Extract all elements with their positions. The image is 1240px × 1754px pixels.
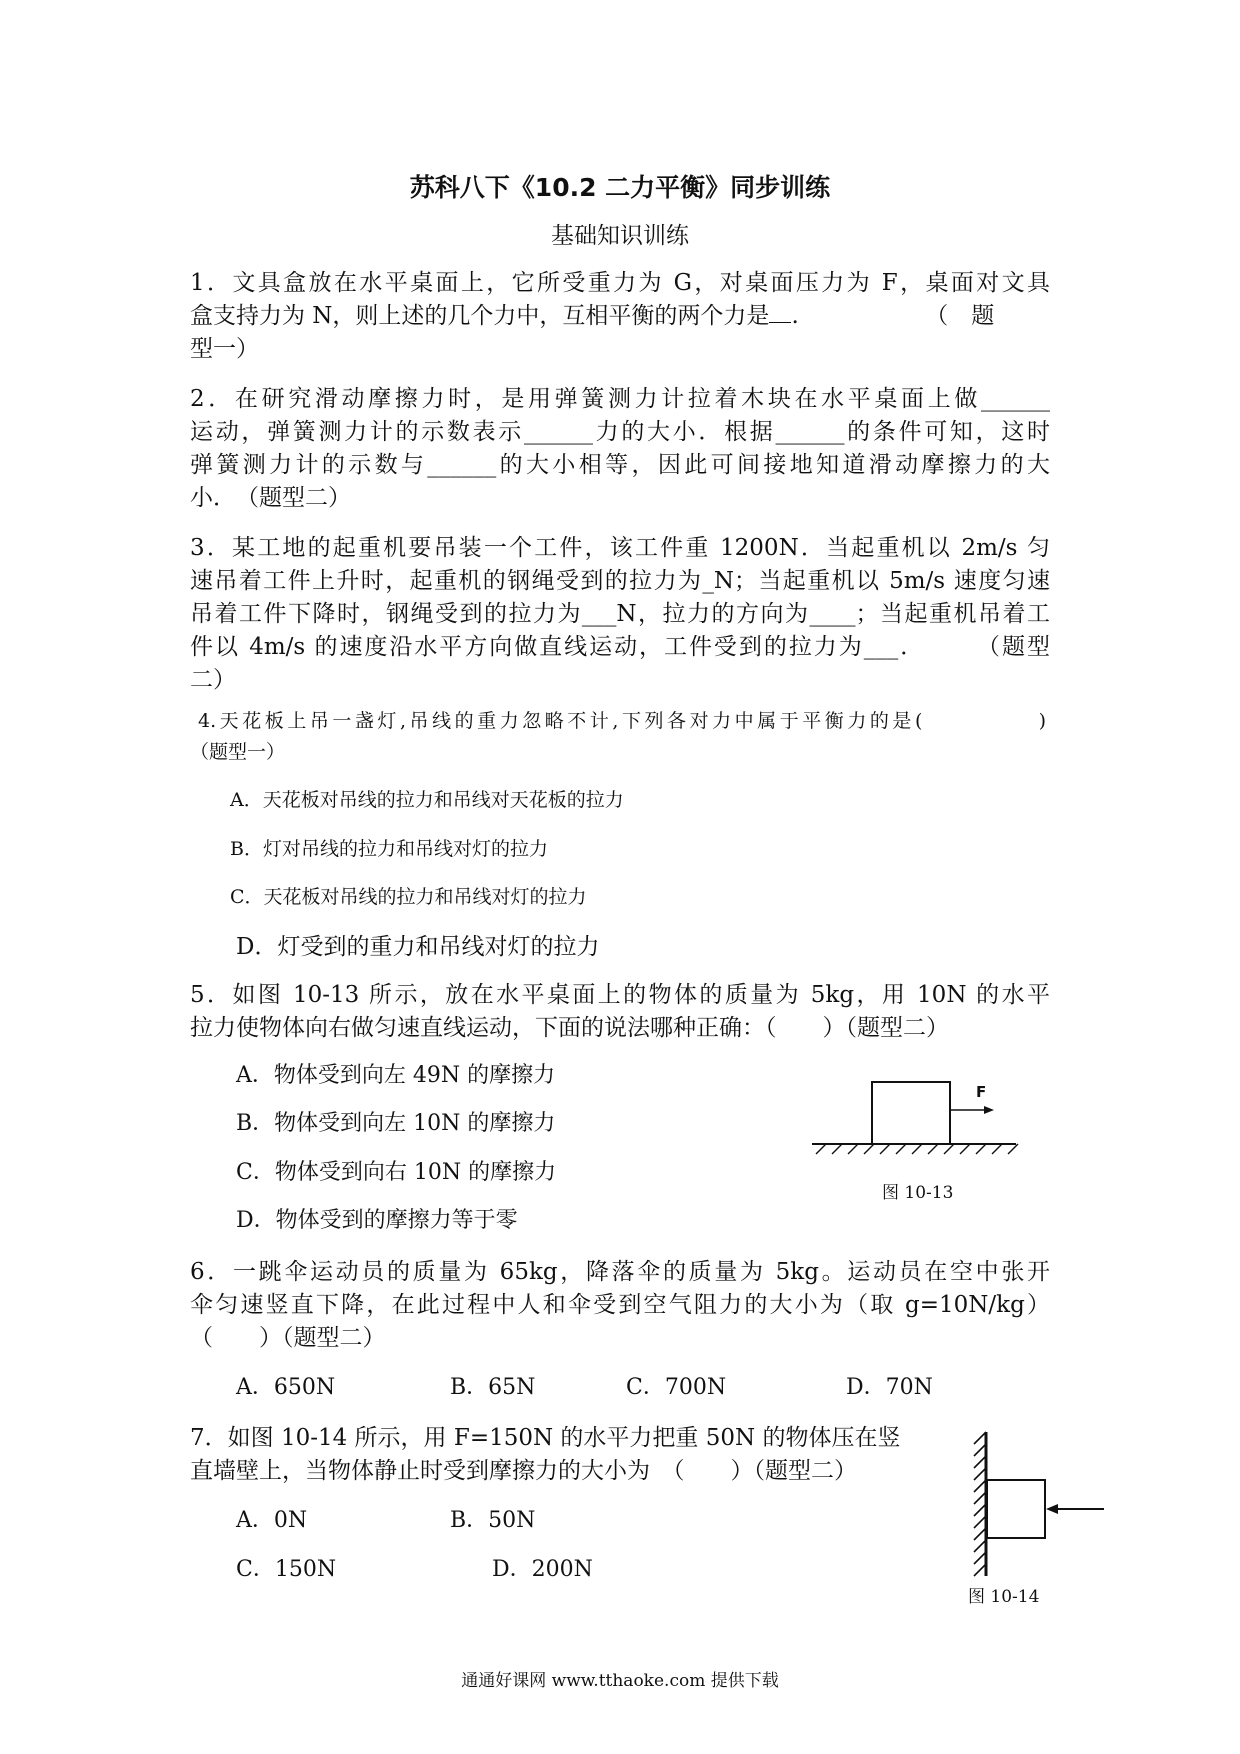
q5-option-a: A．物体受到向左 49N 的摩擦力 (236, 1063, 556, 1088)
q4-line-1: 4.天花板上吊一盏灯,吊线的重力忽略不计,下列各对力中属于平衡力的是( ) (198, 710, 1046, 732)
q2-line-4: 小． （题型二） (190, 485, 351, 511)
q6-option-c: C．700N (626, 1375, 727, 1400)
q1-line-1: 1．文具盒放在水平桌面上，它所受重力为 G，对桌面压力为 F，桌面对文具 (190, 270, 1050, 296)
q6-line-3: （ ）（题型二） (190, 1325, 386, 1351)
q6-option-d: D．70N (846, 1375, 933, 1400)
q5-option-c: C．物体受到向右 10N 的摩擦力 (236, 1160, 557, 1185)
q7-line-2: 直墙壁上，当物体静止时受到摩擦力的大小为 （ ）（题型二） (190, 1458, 857, 1484)
figure-10-13 (810, 1080, 1030, 1160)
q1-line-2-text: 盒支持力为 N，则上述的几个力中，互相平衡的两个力是 (190, 303, 770, 329)
page-title: 苏科八下《10.2 二力平衡》同步训练 (409, 173, 831, 202)
q2-line-3: 弹簧测力计的示数与______的大小相等，因此可间接地知道滑动摩擦力的大 (190, 452, 1050, 478)
figure-10-14-caption: 图 10-14 (968, 1587, 1040, 1607)
q7-line-1: 7．如图 10-14 所示，用 F=150N 的水平力把重 50N 的物体压在竖 (190, 1425, 901, 1451)
ground-hatching (816, 1144, 1018, 1154)
q5-line-1: 5．如图 10-13 所示，放在水平桌面上的物体的质量为 5kg，用 10N 的水平 (190, 982, 1050, 1008)
figure-10-13-force-label: F (976, 1083, 987, 1101)
q6-option-a: A．650N (236, 1375, 336, 1400)
q7-option-d: D．200N (492, 1557, 593, 1582)
q3-line-2: 速吊着工件上升时，起重机的钢绳受到的拉力为_N；当起重机以 5m/s 速度匀速 (190, 568, 1050, 594)
q7-option-c: C．150N (236, 1557, 337, 1582)
q3-line-3: 吊着工件下降时，钢绳受到的拉力为___N，拉力的方向为____；当起重机吊着工 (190, 601, 1050, 627)
q6-option-b: B．65N (450, 1375, 536, 1400)
q6-line-2: 伞匀速竖直下降，在此过程中人和伞受到空气阻力的大小为（取 g=10N/kg） (190, 1292, 1050, 1318)
q4-option-c: C．天花板对吊线的拉力和吊线对灯的拉力 (230, 886, 587, 908)
block-shape (872, 1082, 950, 1144)
q7-option-b: B．50N (450, 1508, 536, 1533)
q4-option-a: A．天花板对吊线的拉力和吊线对天花板的拉力 (230, 789, 624, 811)
q7-option-a: A．0N (236, 1508, 308, 1533)
figure-10-13-caption: 图 10-13 (882, 1183, 954, 1203)
q2-line-1: 2．在研究滑动摩擦力时，是用弹簧测力计拉着木块在水平桌面上做______ (190, 386, 1050, 412)
q1-answer-blank[interactable] (769, 299, 791, 323)
force-arrow-head (984, 1106, 994, 1114)
q4-option-b: B．灯对吊线的拉力和吊线对灯的拉力 (230, 838, 548, 860)
figure-10-14 (966, 1428, 1116, 1580)
page-footer: 通通好课网 www.tthaoke.com 提供下载 (461, 1671, 779, 1691)
section-heading: 基础知识训练 (551, 223, 689, 249)
q3-line-5: 二） (190, 667, 236, 693)
wall-hatching (974, 1432, 986, 1576)
q6-line-1: 6．一跳伞运动员的质量为 65kg，降落伞的质量为 5kg。运动员在空中张开 (190, 1259, 1050, 1285)
q4-line-2: （题型一） (190, 741, 286, 763)
q3-line-1: 3．某工地的起重机要吊装一个工件，该工件重 1200N．当起重机以 2m/s 匀 (190, 535, 1050, 561)
q5-line-2: 拉力使物体向右做匀速直线运动，下面的说法哪种正确：（ ）（题型二） (190, 1015, 949, 1041)
pressed-block-shape (987, 1480, 1045, 1538)
q1-line-2-tail: . （ 题 (791, 303, 995, 329)
q2-line-2: 运动，弹簧测力计的示数表示______力的大小．根据______的条件可知，这时 (190, 419, 1050, 445)
q5-option-d: D．物体受到的摩擦力等于零 (236, 1208, 518, 1233)
q1-line-2 (190, 297, 1050, 330)
q5-option-b: B．物体受到向左 10N 的摩擦力 (236, 1111, 556, 1136)
q3-line-4: 件以 4m/s 的速度沿水平方向做直线运动，工件受到的拉力为___． （题型 (190, 634, 1050, 660)
q4-option-d: D．灯受到的重力和吊线对灯的拉力 (236, 934, 600, 960)
push-arrow-head (1046, 1504, 1058, 1514)
q1-line-3: 型一） (190, 336, 259, 362)
